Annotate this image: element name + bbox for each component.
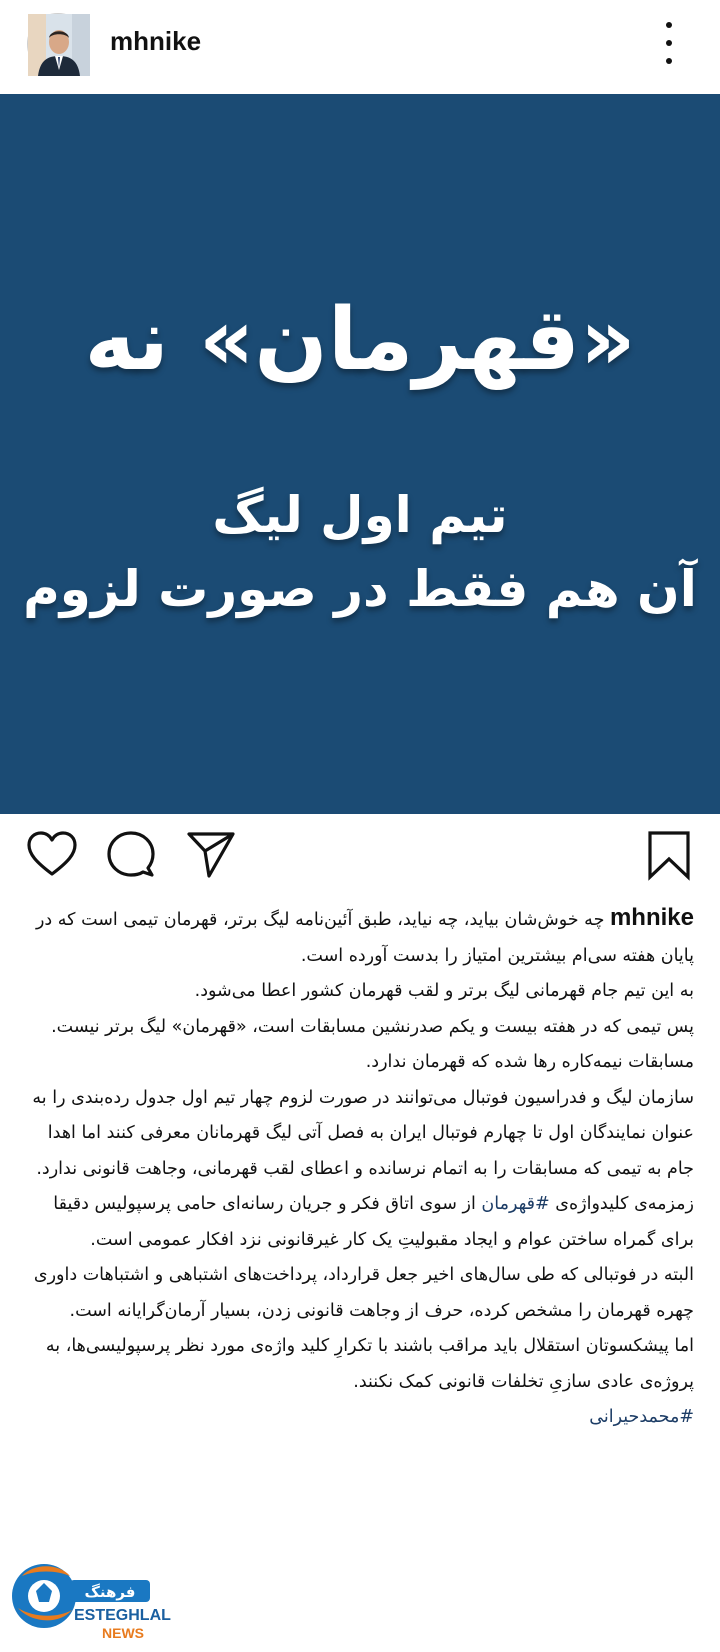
caption-paragraph-6	[28, 1187, 694, 1258]
caption-text-1: چه خوش‌شان بیاید، چه نیاید، طبق آئین‌نامه لیگ برتر، قهرمان تیمی است که در پایان هفته سی‌ام بیشترین امتیاز را بدست آورده است.	[35, 910, 694, 966]
caption-paragraph-2: به این تیم جام قهرمانی لیگ برتر و لقب قهرمان کشور اعطا می‌شود.	[194, 981, 694, 1001]
post-header	[0, 0, 720, 84]
caption-paragraph-4: مسابقات نیمه‌کاره رها شده که قهرمان ندارد.	[365, 1052, 694, 1072]
post-actions	[0, 830, 720, 896]
logo-text-fa: فرهنگ	[84, 1583, 136, 1601]
signature-hashtag[interactable]: #محمدحیرانی	[589, 1407, 694, 1427]
more-options-icon[interactable]	[654, 22, 684, 64]
comment-icon[interactable]	[106, 830, 156, 880]
caption-text-6b: از سوی اتاق فکر و جریان رسانه‌ای حامی پرسپولیس دقیقا برای گمراه ساختن عوام و ایجاد مقبولیتِ یک کار غیرقانونی نزد افکار عمومی است.	[53, 1194, 694, 1250]
caption-username[interactable]: mhnike	[609, 904, 694, 931]
send-icon[interactable]	[186, 830, 236, 880]
logo-icon	[10, 1546, 171, 1642]
caption-paragraph-5: سازمان لیگ و فدراسیون فوتبال می‌توانند در صورت لزوم چهار تیم اول جدول رده‌بندی را به عنوان نمایندگان اول تا چهارم فوتبال ایران به فصل آتی لیگ قهرمانان معرفی کنند اما اهدا جام به تیمی که مسابقات را به اتمام نرسانده و اعطای لقب قهرمانی، وجاهت قانونی ندارد.	[32, 1087, 694, 1179]
image-subline-2: آن هم فقط در صورت لزوم	[23, 560, 697, 618]
avatar[interactable]	[27, 13, 89, 75]
image-headline: «قهرمان» نه	[84, 290, 636, 390]
username[interactable]: mhnike	[110, 26, 202, 56]
caption-text-6a: زمزمه‌ی کلیدواژه‌ی	[555, 1194, 694, 1214]
post-image[interactable]	[0, 94, 720, 814]
caption-paragraph-8: اما پیشکسوتان استقلال باید مراقب باشند با تکرارِ کلید واژه‌ی مورد نظر پرسپولیسی‌ها، به پروژه‌ی عادی سازیِ تخلفات قانونی کمک نکنند.	[45, 1336, 694, 1392]
logo-text-en-2: NEWS	[102, 1625, 144, 1641]
caption-paragraph-7: البته در فوتبالی که طی سال‌های اخیر جعل قرارداد، پرداخت‌های اشتباهی و اشتباهات داوری چهره قهرمان را مشخص کرده، حرف از وجاهت قانونی زدن، بسیار آرمان‌گرایانه است.	[33, 1265, 694, 1321]
hashtag-link[interactable]: #قهرمان	[481, 1194, 550, 1214]
heart-icon[interactable]	[26, 830, 78, 880]
profile-photo	[28, 14, 90, 76]
post-caption	[28, 900, 694, 1436]
caption-paragraph-1	[28, 900, 694, 974]
esteghlal-news-logo	[10, 1546, 171, 1642]
caption-paragraph-3: پس تیمی که در هفته بیست و یکم صدرنشین مسابقات است، «قهرمان» لیگ برتر نیست.	[51, 1016, 694, 1037]
bookmark-icon[interactable]	[647, 830, 691, 880]
image-subline-1: تیم اول لیگ	[212, 486, 508, 544]
logo-text-en-1: ESTEGHLAL	[74, 1607, 171, 1624]
